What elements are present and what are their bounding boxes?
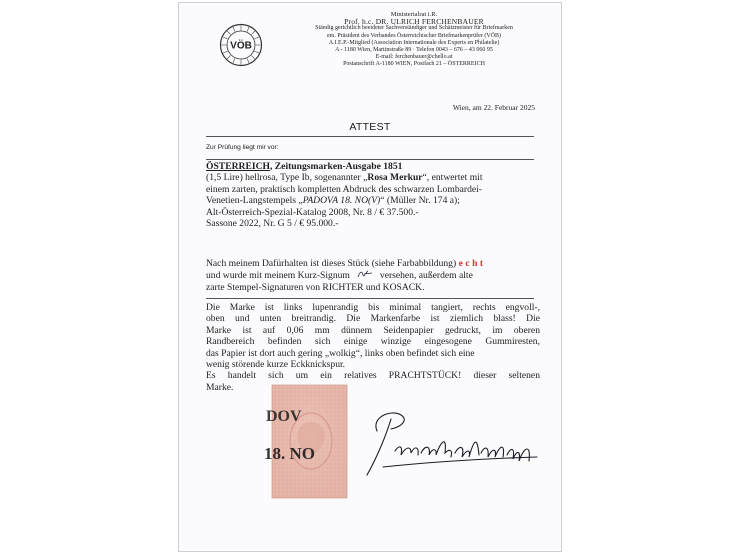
condition-line: Es handelt sich um ein relatives PRACHTSTÜCK! dieser seltenen: [206, 370, 540, 382]
short-signature-icon: [350, 269, 380, 279]
title-divider: [206, 136, 534, 137]
cancel-text: PADOVA 18. NO(V): [302, 195, 381, 207]
catalog-reference: Alt-Österreich-Spezial-Katalog 2008, Nr. 8 / € 37.500.-: [206, 206, 419, 218]
condition-line: Marke.: [206, 381, 234, 393]
section-divider: [206, 159, 534, 160]
condition-line: Marke ist auf 0,06 mm dünnem Seidenpapier gedruckt, im oberen: [206, 324, 540, 336]
handwritten-signature-icon: [361, 405, 551, 495]
expert-name: Prof. h.c. DR. ULRICH FERCHENBAUER: [344, 17, 484, 27]
verdict-text: und wurde mit meinem Kurz-Signum: [206, 270, 350, 282]
voeb-seal-icon: [219, 23, 263, 67]
section-divider: [206, 298, 534, 299]
header-line: em. Präsident des Verbandes Österreichischer Briefmarkenprüfer (VÖB): [327, 32, 501, 39]
page-title: ATTEST: [349, 121, 391, 133]
condition-report: [206, 302, 540, 393]
header-email: E-mail: ferchenbauer@chello.at: [375, 54, 453, 61]
header-line: A.I.E.P.-Mitglied (Association Internationale des Experts en Philatelie): [328, 39, 500, 46]
condition-line: oben und unten breitrandig. Die Markenfarbe ist ziemlich blass! Die: [206, 313, 540, 325]
stamp-image: [264, 383, 349, 500]
description-text: einem zarten, praktisch kompletten Abdruck des schwarzen Lombardei-: [206, 183, 482, 195]
header-line: Ministerialrat i.R.: [390, 11, 438, 18]
verdict: [206, 258, 540, 293]
condition-line: das Papier ist dort auch gering „wolkig“, links oben befindet sich eine: [206, 347, 475, 359]
catalog-reference: Sassone 2022, Nr. G 5 / € 95.000.-: [206, 218, 339, 230]
country: ÖSTERREICH: [206, 161, 270, 172]
header-line: A - 1180 Wien, Martinstraße 89 · Telefon 0043 – 676 – 43 060 95: [335, 47, 493, 54]
logo-text: VÖB: [230, 40, 252, 52]
stamp-name: Rosa Merkur: [367, 172, 423, 184]
cancel-imprint-line: DOV: [266, 408, 302, 425]
verdict-status: echt: [458, 258, 486, 269]
issue-date: Wien, am 22. Februar 2025: [452, 103, 535, 112]
cancel-imprint-line: 18. NO: [264, 444, 315, 463]
stamp-description: [206, 161, 540, 229]
header-line: Ständig gerichtlich beeideter Sachverständiger und Schätzmeister für Briefmarken: [315, 25, 513, 32]
description-text: (1,5 Lire) hellrosa, Type Ib, sogenannter „: [206, 172, 368, 184]
subtitle: Zur Prüfung liegt mir vor:: [206, 144, 279, 151]
verdict-text: zarte Stempel-Signaturen von RICHTER und KOSACK.: [206, 281, 425, 293]
description-text: Venetien-Langstempels „: [206, 195, 303, 207]
header-line: Postanschrift A-1180 WIEN, Postfach 21 – ÖSTERREICH: [343, 61, 485, 68]
verdict-text: Nach meinem Dafürhalten ist dieses Stück (siehe Farbabbildung): [206, 258, 457, 269]
condition-line: Die Marke ist links lupenrandig bis minimal tangiert, rechts engvoll-,: [206, 302, 540, 313]
certificate-sheet: [178, 2, 562, 552]
condition-line: Randbereich befinden sich einige winzige eingesogene Gummiresten,: [206, 336, 540, 348]
verdict-text: versehen, außerdem alte: [379, 270, 473, 282]
letterhead: [279, 11, 549, 69]
condition-line: wenig störende kurze Eckknickspur.: [206, 359, 346, 371]
description-text: “ (Müller Nr. 174 a);: [380, 195, 460, 207]
issue-name: , Zeitungsmarken-Ausgabe 1851: [269, 161, 403, 172]
description-text: “, entwertet mit: [422, 172, 483, 184]
